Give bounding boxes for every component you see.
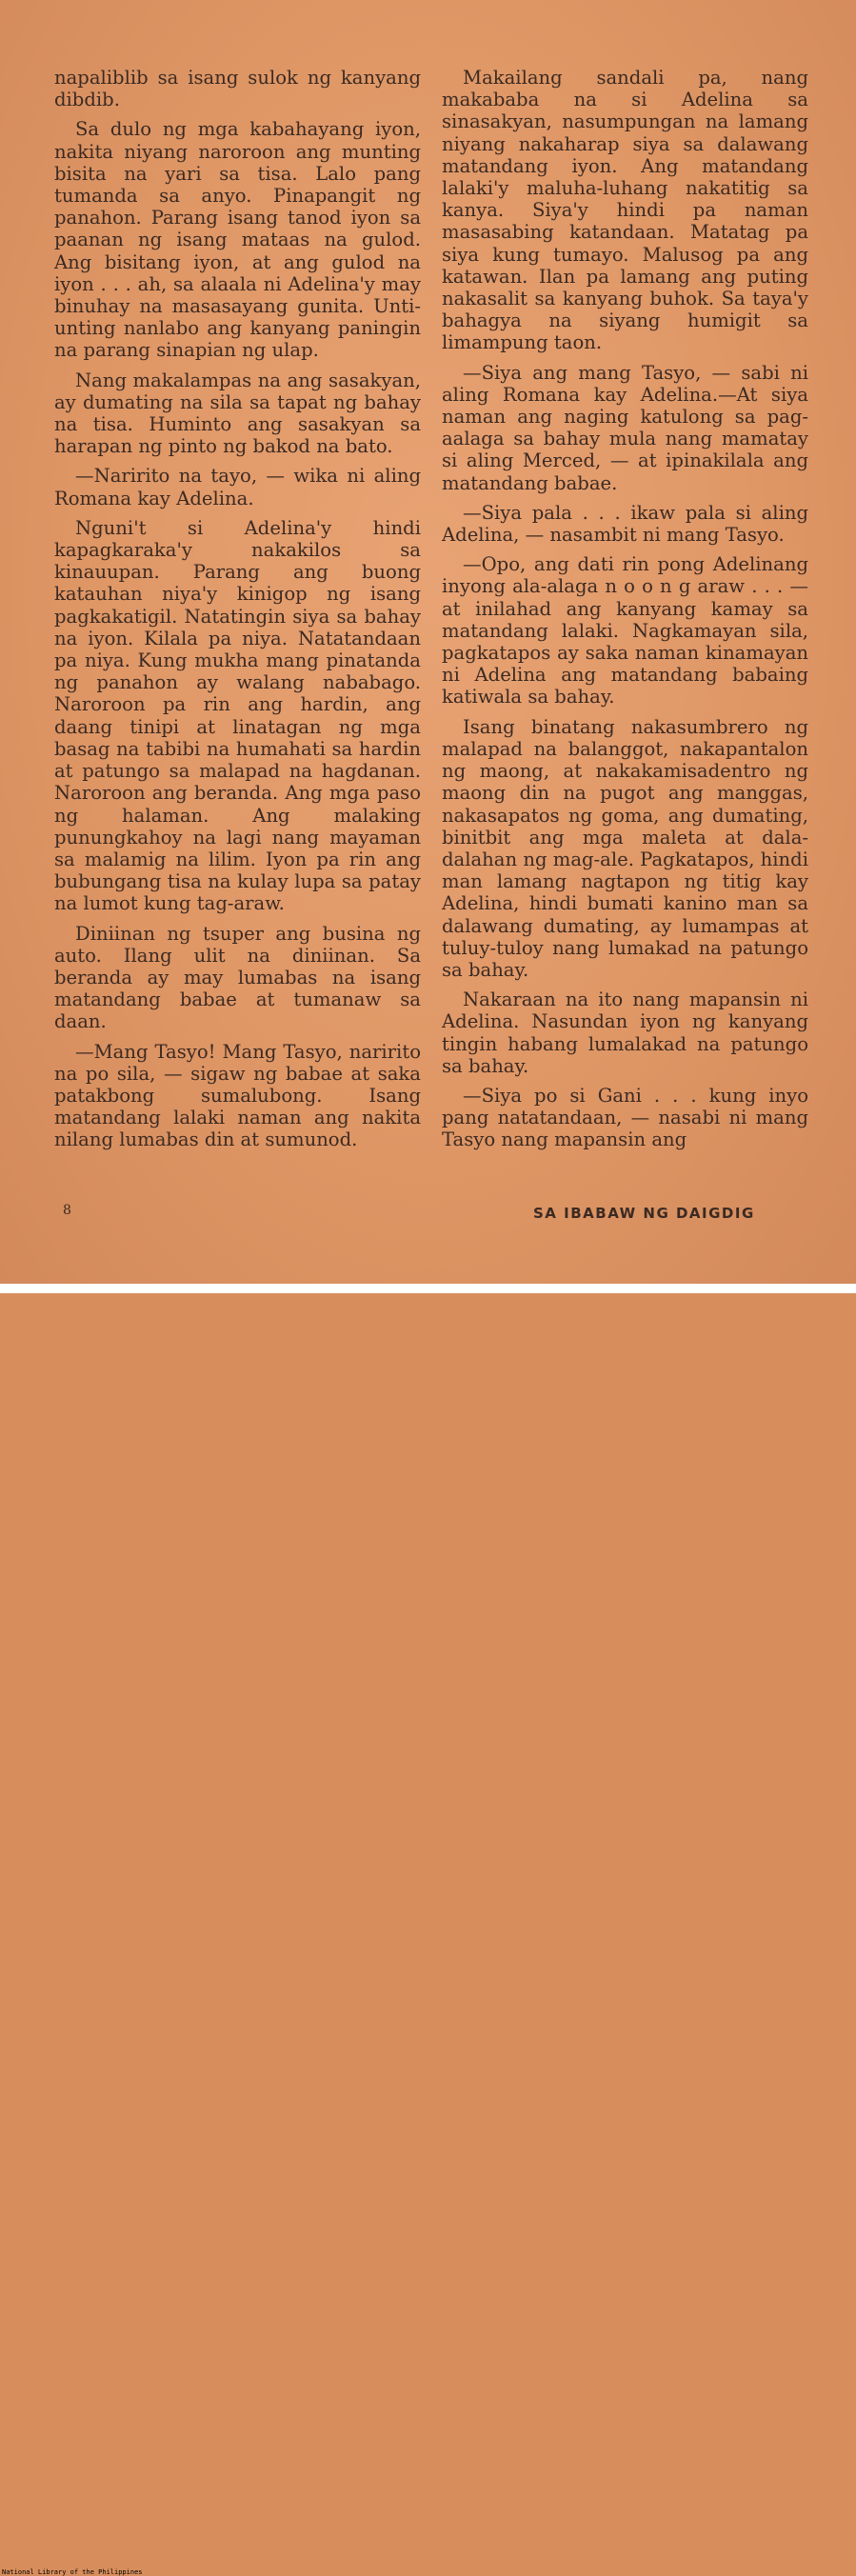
credit-strip (0, 1284, 856, 2576)
running-title: SA IBABAW NG DAIGDIG (533, 1205, 755, 1222)
page-number: 8 (63, 1203, 71, 1218)
book-page (0, 0, 856, 1284)
paragraph: —Siya ang mang Tasyo, — sabi ni aling Romana kay Adelina.—At siya naman ang naging katulong sa pag-aalaga sa bahay mula nang mamatay si aling Merced, — at ipinakilala ang matandang babae. (442, 361, 808, 494)
credit-text: National Library of the Philippines (2, 2568, 143, 2576)
right-column (442, 67, 808, 1159)
paragraph: Sa dulo ng mga kabahayang iyon, nakita niyang naroroon ang munting bisita na yari sa tisa. Lalo pang tumanda sa anyo. Pinapangit ng panahon. Parang isang tanod iyon sa paanan ng isang mataas na gulod. Ang bisitang iyon, at ang gulod na iyon . . . ah, sa alaala ni Adelina'y may binuhay na masasayang gunita. Unti-unting nanlabo ang kanyang paningin na parang sinapian ng ulap. (54, 118, 421, 362)
paragraph: Nguni't si Adelina'y hindi kapagkaraka'y nakakilos sa kinauupan. Parang ang buong katauhan niya'y kinigop ng isang pagkakatigil. Natatingin siya sa bahay na iyon. Kilala pa niya. Natatandaan pa niya. Kung mukha mang pinatanda ng panahon ay walang nababago. Naroroon pa rin ang hardin, ang daang tinipi at linatagan ng mga basag na tabibi na humahati sa hardin at patungo sa malapad na hagdanan. Naroroon ang beranda. Ang mga paso ng halaman. Ang malaking punungkahoy na lagi nang mayaman sa malamig na lilim. Iyon pa rin ang bubungang tisa na kulay lupa sa patay na lumot kung tag-araw. (54, 516, 421, 915)
paragraph: napaliblib sa isang sulok ng kanyang dibdib. (54, 67, 421, 111)
paragraph: —Siya pala . . . ikaw pala si aling Adelina, — nasambit ni mang Tasyo. (442, 501, 808, 547)
left-column (54, 67, 421, 1159)
paragraph: —Siya po si Gani . . . kung inyo pang natatandaan, — nasabi ni mang Tasyo nang mapansin ang (442, 1084, 808, 1151)
paragraph: —Mang Tasyo! Mang Tasyo, naririto na po sila, — sigaw ng babae at saka patakbong sumalubong. Isang matandang lalaki naman ang nakita nilang lumabas din at sumunod. (54, 1040, 421, 1151)
paragraph: Isang binatang nakasumbrero ng malapad na balanggot, nakapantalon ng maong, at nakakamisadentro ng maong din na pugot ang manggas, nakasapatos ng goma, ang dumating, binitbit ang mga maleta at dala-dalahan ng mag-ale. Pagkatapos, hindi man lamang nagtapon ng titig kay Adelina, hindi bumati kanino man sa dalawang dumating, ay lumampas at tuluy-tuloy nang lumakad na patungo sa bahay. (442, 715, 808, 981)
paragraph: —Naririto na tayo, — wika ni aling Romana kay Adelina. (54, 465, 421, 509)
paragraph: —Opo, ang dati rin pong Adelinang inyong ala-alaga n o o n g araw . . . — at inilahad ang kanyang kamay sa matandang lalaki. Nagkamayan sila, pagkatapos ay saka naman kinamayan ni Adelina ang matandang babaing katiwala sa bahay. (442, 553, 808, 709)
paragraph: Makailang sandali pa, nang makababa na si Adelina sa sinasakyan, nasumpungan na lamang niyang nakaharap siya sa dalawang matandang iyon. Ang matandang lalaki'y maluha-luhang nakatitig sa kanya. Siya'y hindi pa naman masasabing katandaan. Matatag pa siya kung tumayo. Malusog pa ang katawan. Ilan pa lamang ang puting nakasalit sa kanyang buhok. Sa taya'y bahagya na siyang humigit sa limampung taon. (442, 67, 808, 354)
paragraph: Nakaraan na ito nang mapansin ni Adelina. Nasundan iyon ng kanyang tingin habang lumalakad na patungo sa bahay. (442, 988, 808, 1077)
paragraph: Diniinan ng tsuper ang busina ng auto. Ilang ulit na diniinan. Sa beranda ay may lumabas na isang matandang babae at tumanaw sa daan. (54, 922, 421, 1033)
paragraph: Nang makalampas na ang sasakyan, ay dumating na sila sa tapat ng bahay na tisa. Huminto ang sasakyan sa harapan ng pinto ng bakod na bato. (54, 369, 421, 458)
